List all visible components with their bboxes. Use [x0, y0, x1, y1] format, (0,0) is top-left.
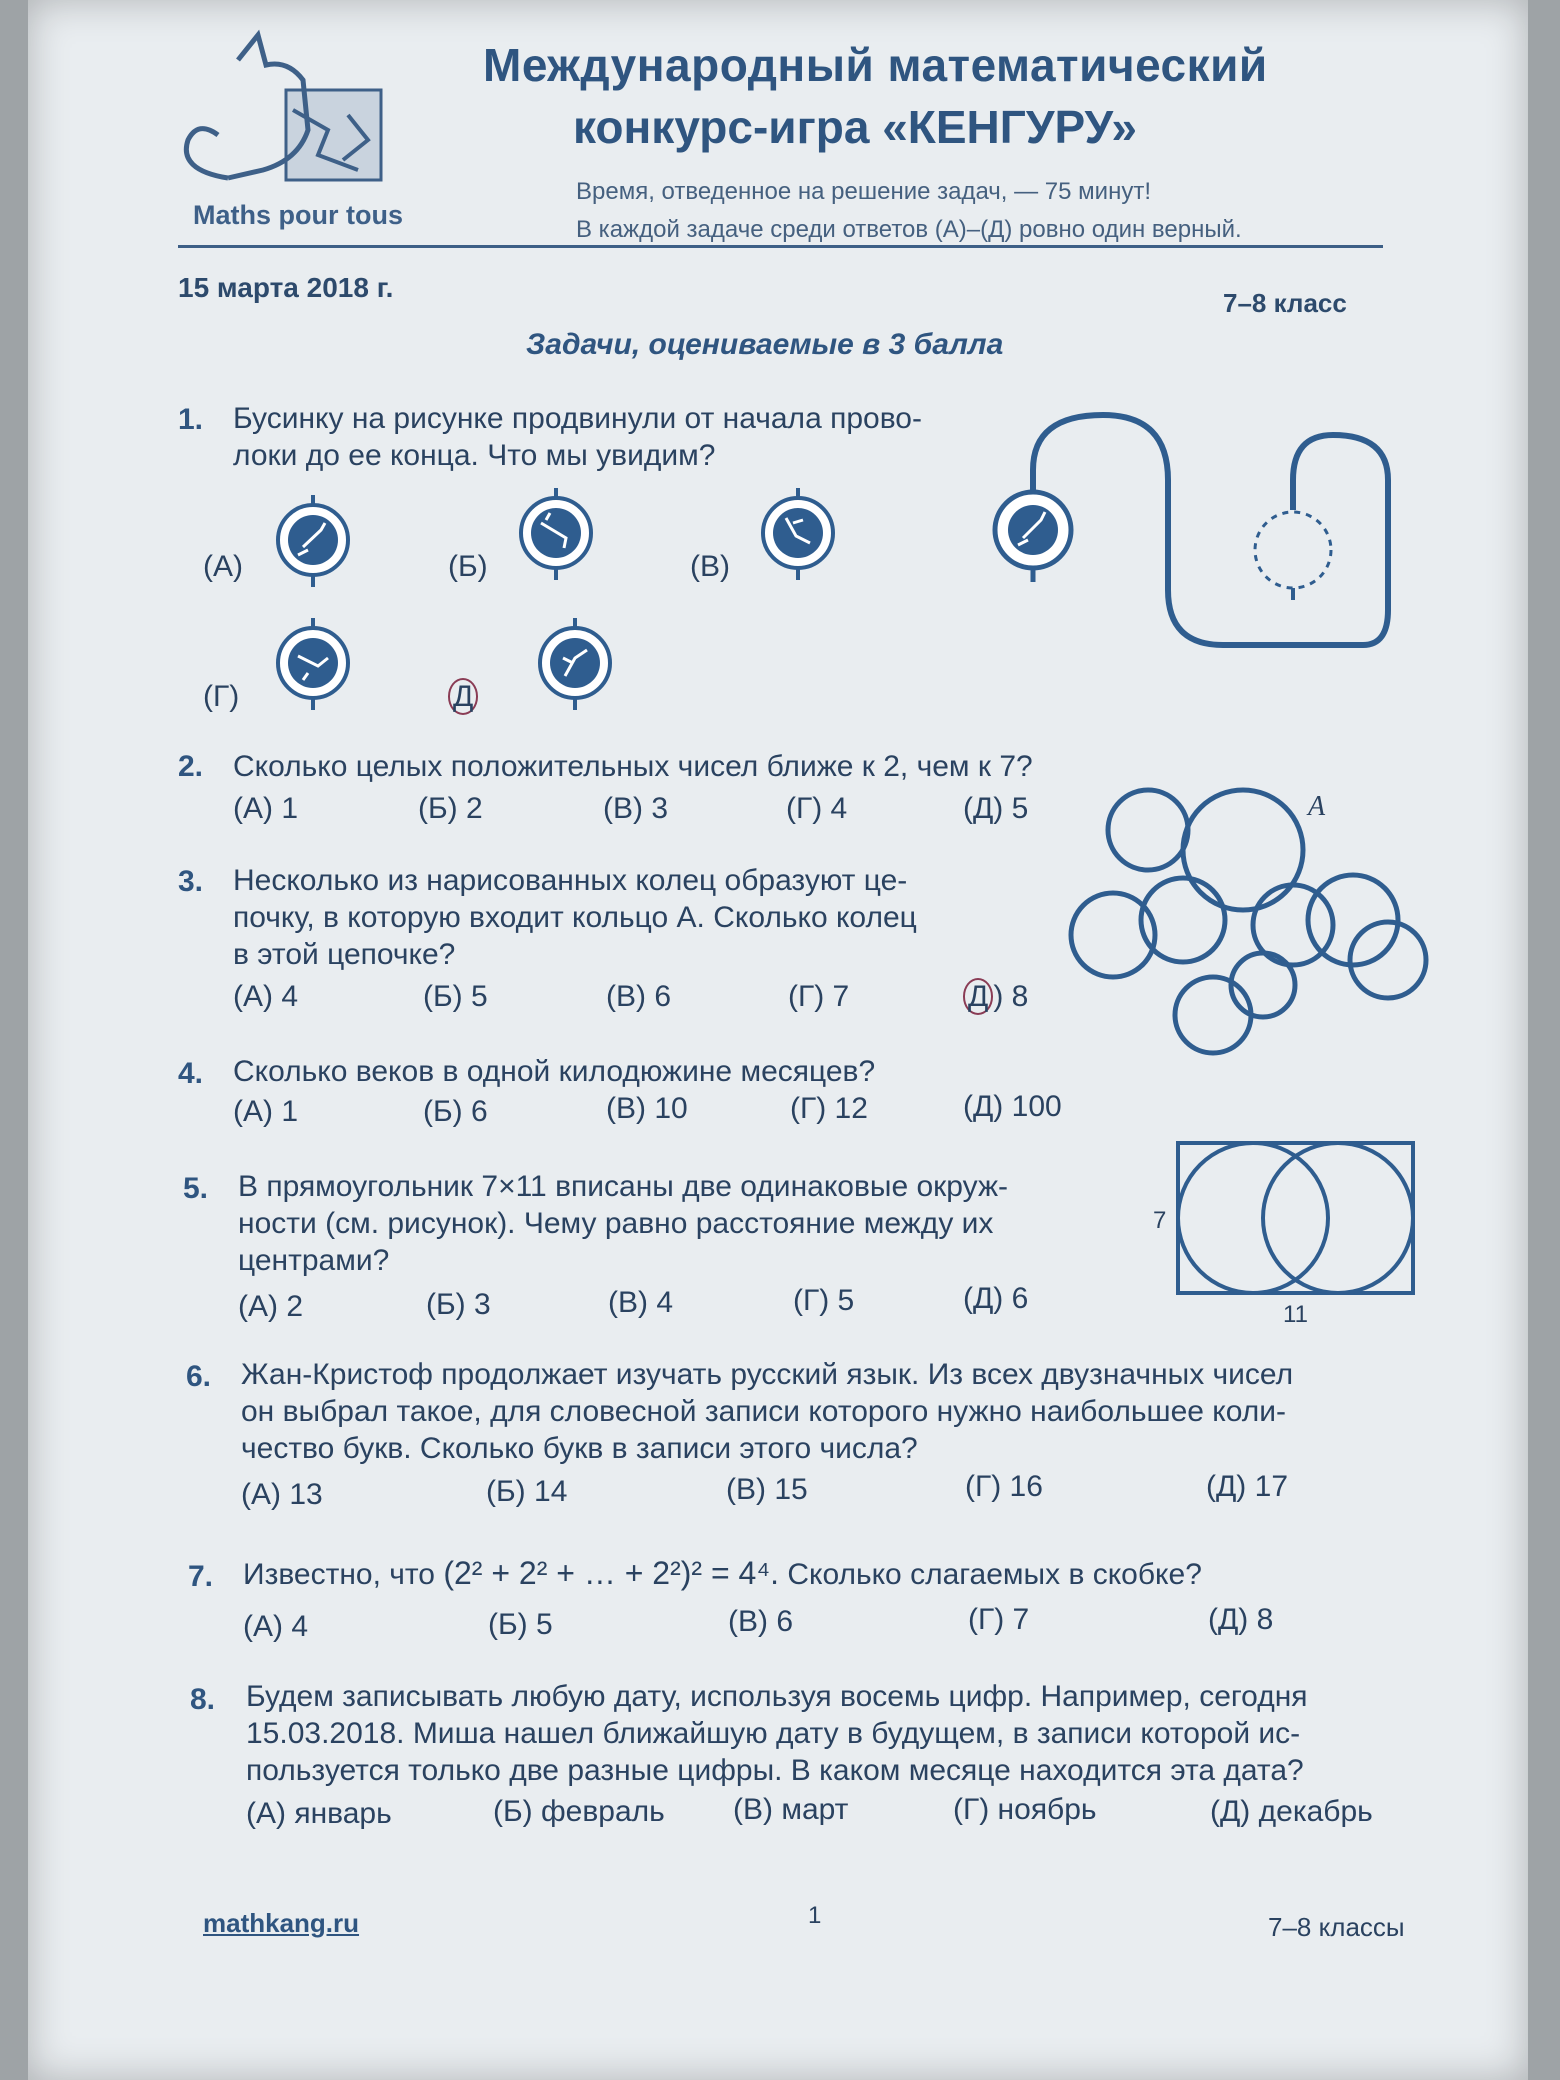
option-a: (А)	[203, 550, 243, 583]
option-a: (А) 1	[233, 792, 299, 825]
option-c: (В) 3	[603, 792, 669, 825]
option-a: (А) 13	[241, 1478, 323, 1511]
option-b: (Б) 6	[423, 1095, 488, 1128]
option-e: (Д) декабрь	[1210, 1795, 1373, 1828]
problem-text	[241, 1356, 1293, 1467]
problem-text-after: Сколько слагаемых в скобке?	[787, 1558, 1202, 1591]
option-d: (Г) ноябрь	[953, 1793, 1097, 1826]
footer-grades: 7–8 классы	[1268, 1912, 1405, 1942]
option-d: (Г)	[203, 680, 240, 713]
problem-line: В прямоугольник 7×11 вписаны две одинаковые окруж-	[238, 1170, 1009, 1203]
option-c: (В) март	[733, 1793, 849, 1826]
exam-sheet	[28, 0, 1528, 2080]
option-b: (Б)	[448, 550, 488, 583]
option-e: (Д) 100	[963, 1090, 1062, 1123]
option-e	[963, 980, 1028, 1014]
problem-line: Сколько веков в одной килодюжине месяцев?	[233, 1055, 876, 1088]
problem-number: 6.	[186, 1360, 212, 1393]
problem-line: Бусинку на рисунке продвинули от начала прово-	[233, 402, 922, 435]
formula: (2² + 2² + … + 2²)² = 4⁴.	[443, 1555, 779, 1591]
problem-text-before: Известно, что	[243, 1558, 435, 1591]
problem-number: 2.	[178, 750, 204, 783]
problem-line: почку, в которую входит кольцо A. Сколько колец	[233, 901, 917, 934]
problem-line: локи до ее конца. Что мы увидим?	[233, 439, 716, 472]
problem-text	[238, 1168, 1008, 1279]
grade-label: 7–8 класс	[1223, 288, 1347, 318]
problem-number: 7.	[188, 1560, 214, 1593]
bead-option-b-icon	[506, 488, 606, 588]
option-b: (Б) 2	[418, 792, 483, 825]
option-c: (В) 4	[608, 1286, 674, 1319]
option-d: (Г) 12	[790, 1092, 868, 1125]
option-c: (В)	[690, 550, 730, 583]
option-a: (А) 2	[238, 1290, 304, 1323]
option-e: (Д) 17	[1206, 1470, 1289, 1503]
page-number: 1	[808, 1902, 822, 1929]
problem-line: пользуется только две разные цифры. В каком месяце находится эта дата?	[246, 1754, 1304, 1787]
problem-text	[246, 1678, 1308, 1789]
kangaroo-logo-icon	[168, 20, 398, 190]
bead-option-d-icon	[263, 618, 363, 718]
problem-line: Сколько целых положительных чисел ближе к 2, чем к 7?	[233, 750, 1033, 783]
rectangle-circles-figure	[1148, 1140, 1428, 1328]
problem-line	[243, 1555, 1202, 1593]
option-a: (А) 1	[233, 1095, 299, 1128]
problem-text	[233, 862, 917, 973]
width-label: 11	[1283, 1301, 1308, 1328]
brand-name: Maths pour tous	[193, 200, 403, 230]
bead-option-e-icon	[525, 618, 625, 718]
contest-date: 15 марта 2018 г.	[178, 272, 394, 303]
option-b: (Б) февраль	[493, 1795, 665, 1828]
problem-text	[233, 400, 922, 474]
option-e-value: ) 8	[993, 980, 1029, 1013]
option-d: (Г) 5	[793, 1284, 855, 1317]
problem-line: в этой цепочке?	[233, 938, 456, 971]
option-e: (Д) 6	[963, 1282, 1029, 1315]
wire-figure	[983, 410, 1403, 650]
problem-number: 5.	[183, 1172, 209, 1205]
header-divider	[178, 245, 1383, 248]
option-c: (В) 6	[728, 1605, 794, 1638]
option-e-circled: Д	[448, 678, 478, 715]
option-c: (В) 15	[726, 1473, 808, 1506]
problem-line: он выбрал такое, для словесной записи которого нужно наибольшее коли-	[241, 1395, 1287, 1428]
footer-site-link[interactable]: mathkang.ru	[203, 1908, 360, 1938]
problem-number: 1.	[178, 403, 204, 436]
option-a: (А) 4	[243, 1610, 309, 1643]
option-a: (А) январь	[246, 1797, 392, 1830]
problem-line: Несколько из нарисованных колец образуют це-	[233, 864, 908, 897]
time-note: Время, отведенное на решение задач, — 75 минут!	[576, 178, 1151, 205]
option-b: (Б) 3	[426, 1288, 491, 1321]
answer-note: В каждой задаче среди ответов (А)–(Д) ровно один верный.	[576, 216, 1242, 243]
problem-line: Жан-Кристоф продолжает изучать русский язык. Из всех двузначных чисел	[241, 1358, 1294, 1391]
option-b: (Б) 5	[423, 980, 488, 1013]
contest-title-line1: Международный математический	[483, 39, 1268, 91]
option-e-circled: Д	[963, 978, 993, 1015]
problem-line: центрами?	[238, 1244, 390, 1277]
option-b: (Б) 5	[488, 1608, 553, 1641]
problem-line: Будем записывать любую дату, используя восемь цифр. Например, сегодня	[246, 1680, 1308, 1713]
ring-a-label: A	[1308, 791, 1326, 822]
option-c: (В) 10	[606, 1092, 688, 1125]
problem-number: 3.	[178, 865, 204, 898]
option-d: (Г) 16	[965, 1470, 1043, 1503]
option-e: (Д) 8	[1208, 1603, 1274, 1636]
bead-option-c-icon	[748, 488, 848, 588]
option-e: (Д) 5	[963, 792, 1029, 825]
section-title: Задачи, оцениваемые в 3 балла	[526, 328, 1004, 361]
problem-line: ности (см. рисунок). Чему равно расстояние между их	[238, 1207, 994, 1240]
problem-line: чество букв. Сколько букв в записи этого числа?	[241, 1432, 918, 1465]
option-d: (Г) 7	[968, 1603, 1030, 1636]
option-e	[448, 680, 478, 714]
problem-line: 15.03.2018. Миша нашел ближайшую дату в будущем, в записи которой ис-	[246, 1717, 1301, 1750]
problem-number: 8.	[190, 1683, 216, 1716]
contest-title-line2: конкурс-игра «КЕНГУРУ»	[573, 101, 1137, 153]
rings-figure	[1068, 785, 1428, 1075]
option-d: (Г) 4	[786, 792, 848, 825]
bead-option-a-icon	[263, 495, 363, 595]
option-b: (Б) 14	[486, 1475, 568, 1508]
option-a: (А) 4	[233, 980, 299, 1013]
height-label: 7	[1153, 1207, 1167, 1234]
option-c: (В) 6	[606, 980, 672, 1013]
option-d: (Г) 7	[788, 980, 850, 1013]
problem-number: 4.	[178, 1057, 204, 1090]
